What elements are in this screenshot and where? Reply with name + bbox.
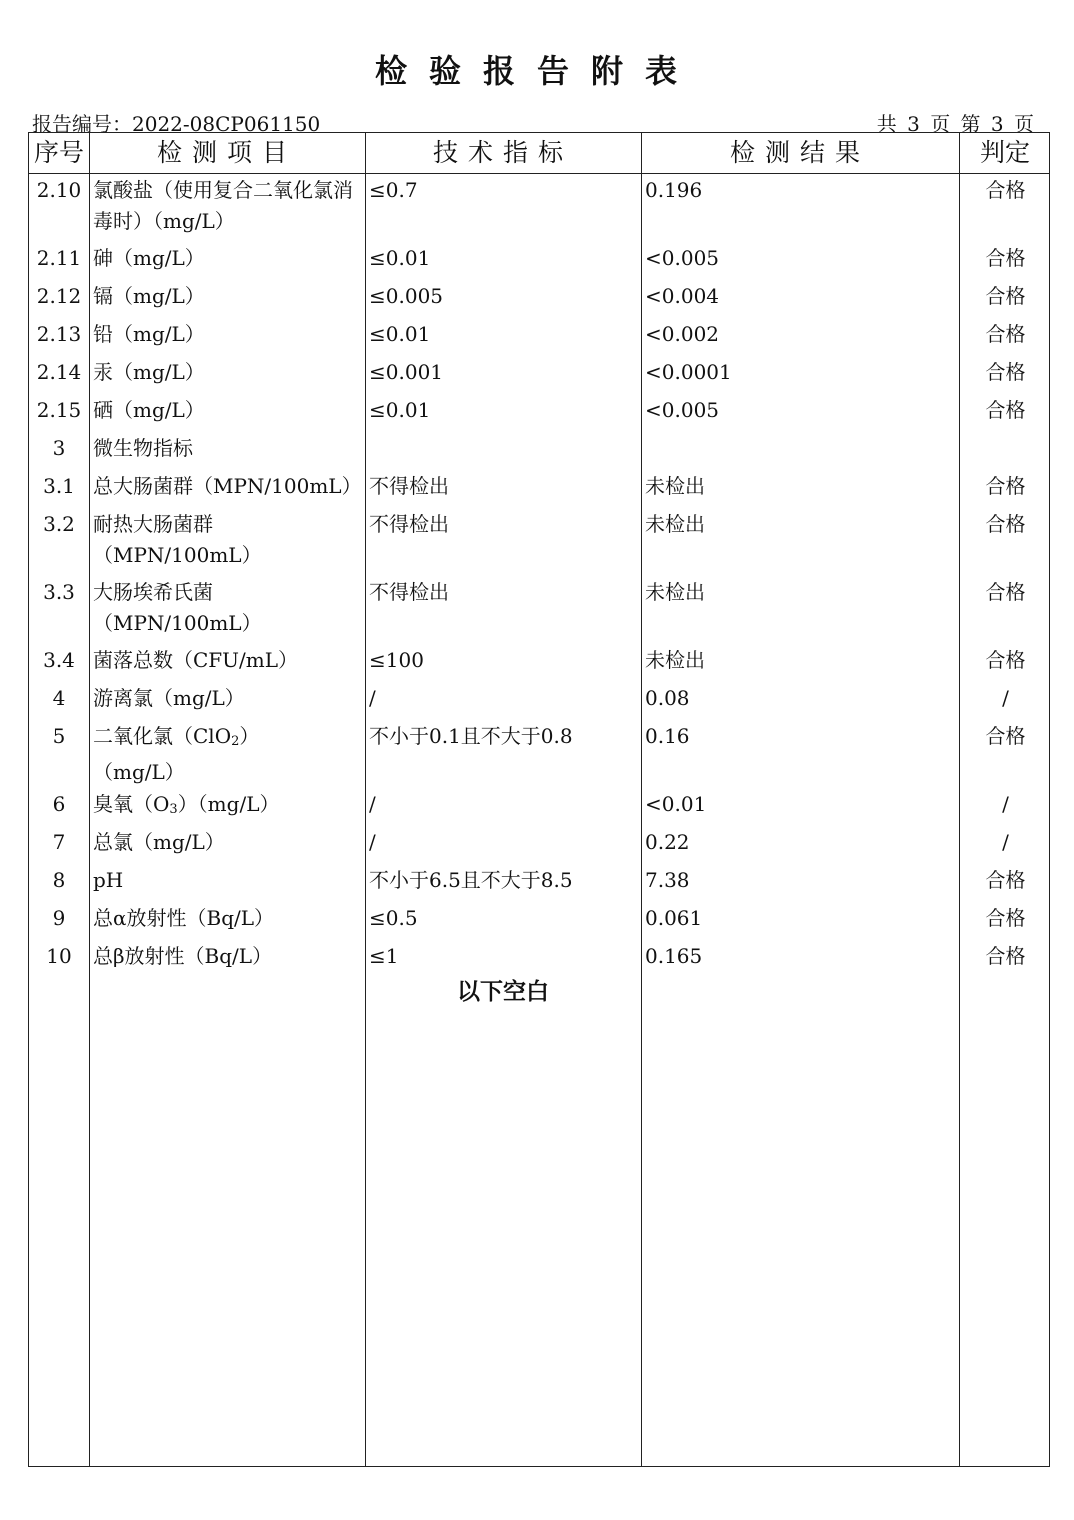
row-judgement: 合格 [985, 906, 1026, 930]
row-item-part: 臭氧（O [93, 792, 170, 816]
header-result: 检测结果 [729, 138, 870, 167]
row-item: 砷（mg/L） [93, 246, 205, 270]
row-standard: / [369, 830, 376, 854]
row-item: 汞（mg/L） [93, 360, 205, 384]
row-item-part: ）（mg/L） [93, 724, 260, 784]
row-result: 0.061 [645, 906, 703, 930]
row-no: 7 [52, 830, 66, 854]
row-item-part: 二氧化氯（ClO [93, 724, 232, 748]
row-item: 硒（mg/L） [93, 398, 205, 422]
row-standard: / [369, 792, 376, 816]
row-judgement: 合格 [985, 648, 1026, 672]
row-judgement: 合格 [985, 322, 1026, 346]
row-item-subscript: 3 [169, 802, 178, 817]
row-item: 菌落总数（CFU/mL） [93, 648, 299, 672]
row-item [93, 721, 293, 788]
row-result: 0.196 [645, 178, 703, 202]
row-result: <0.005 [645, 246, 720, 270]
row-standard: 不得检出 [369, 512, 449, 536]
row-standard: ≤0.005 [369, 284, 444, 308]
row-standard: ≤100 [369, 648, 424, 672]
row-standard: ≤0.001 [369, 360, 444, 384]
row-judgement: 合格 [985, 360, 1026, 384]
header-no: 序号 [33, 138, 84, 167]
row-standard: ≤0.01 [369, 322, 431, 346]
row-no: 3 [52, 436, 66, 460]
row-no: 2.15 [36, 398, 82, 422]
row-item: 大肠埃希氏菌（MPN/100mL） [93, 580, 262, 635]
row-item: 铅（mg/L） [93, 322, 205, 346]
row-standard: ≤0.01 [369, 246, 431, 270]
column-divider [641, 133, 642, 1466]
row-standard: 不小于6.5且不大于8.5 [369, 868, 573, 892]
row-standard: ≤0.7 [369, 178, 418, 202]
row-no: 3.4 [43, 648, 75, 672]
row-standard: ≤0.01 [369, 398, 431, 422]
row-no: 2.11 [36, 246, 82, 270]
row-no: 3.2 [43, 512, 75, 536]
row-standard: / [369, 686, 376, 710]
row-result: 7.38 [645, 868, 690, 892]
row-item: 总α放射性（Bq/L） [93, 906, 275, 930]
row-judgement: 合格 [985, 246, 1026, 270]
row-no: 3.3 [43, 580, 75, 604]
row-result: <0.004 [645, 284, 720, 308]
column-divider [365, 133, 366, 1466]
row-no: 10 [46, 944, 72, 968]
row-item: 耐热大肠菌群（MPN/100mL） [93, 512, 262, 567]
row-judgement: 合格 [985, 512, 1026, 536]
report-title: 检验报告附表 [374, 52, 699, 90]
row-item: 镉（mg/L） [93, 284, 205, 308]
row-standard: 不得检出 [369, 580, 449, 604]
row-result: 未检出 [645, 648, 705, 672]
row-no: 8 [52, 868, 66, 892]
row-standard: ≤0.5 [369, 906, 418, 930]
row-result: <0.0001 [645, 360, 732, 384]
row-no: 2.12 [36, 284, 82, 308]
row-judgement: 合格 [985, 944, 1026, 968]
row-item [93, 789, 365, 825]
row-judgement: 合格 [985, 284, 1026, 308]
row-standard: 不得检出 [369, 474, 449, 498]
row-no: 3.1 [43, 474, 75, 498]
row-no: 2.10 [36, 178, 82, 202]
row-judgement: 合格 [985, 580, 1026, 604]
row-no: 6 [52, 792, 66, 816]
row-item: pH [93, 868, 124, 892]
row-result: <0.01 [645, 792, 707, 816]
page-info: 共 3 页 第 3 页 [876, 112, 1036, 136]
row-item: 氯酸盐（使用复合二氧化氯消毒时）（mg/L） [93, 178, 353, 233]
row-judgement: / [1002, 686, 1009, 710]
row-item-subscript: 2 [231, 734, 240, 749]
row-result: 0.08 [645, 686, 690, 710]
row-result: 未检出 [645, 474, 705, 498]
row-item: 总大肠菌群（MPN/100mL） [93, 474, 362, 498]
row-no: 2.13 [36, 322, 82, 346]
row-no: 4 [52, 686, 66, 710]
row-judgement: / [1002, 792, 1009, 816]
row-result: 未检出 [645, 580, 705, 604]
results-table [28, 132, 1050, 1467]
row-item: 微生物指标 [93, 436, 193, 460]
header-judgement: 判定 [979, 138, 1030, 167]
row-standard: ≤1 [369, 944, 399, 968]
header-standard: 技术指标 [432, 138, 573, 167]
row-result: 未检出 [645, 512, 705, 536]
row-no: 2.14 [36, 360, 82, 384]
row-result: 0.165 [645, 944, 703, 968]
row-judgement: 合格 [985, 178, 1026, 202]
row-result: <0.005 [645, 398, 720, 422]
row-standard: 不小于0.1且不大于0.8 [369, 724, 573, 748]
row-judgement: / [1002, 830, 1009, 854]
report-number: 报告编号：2022-08CP061150 [32, 112, 321, 136]
row-result: 0.16 [645, 724, 690, 748]
header-divider [29, 173, 1049, 174]
row-judgement: 合格 [985, 868, 1026, 892]
header-item: 检测项目 [156, 138, 297, 167]
row-judgement: 合格 [985, 398, 1026, 422]
row-no: 9 [52, 906, 66, 930]
row-result: 0.22 [645, 830, 690, 854]
blank-below-note: 以下空白 [457, 979, 549, 1005]
row-judgement: 合格 [985, 474, 1026, 498]
row-item-part: ）（mg/L） [177, 792, 280, 816]
column-divider [89, 133, 90, 1466]
row-no: 5 [52, 724, 66, 748]
row-item: 总β放射性（Bq/L） [93, 944, 273, 968]
row-item: 总氯（mg/L） [93, 830, 225, 854]
row-item: 游离氯（mg/L） [93, 686, 245, 710]
row-judgement: 合格 [985, 724, 1026, 748]
row-result: <0.002 [645, 322, 720, 346]
